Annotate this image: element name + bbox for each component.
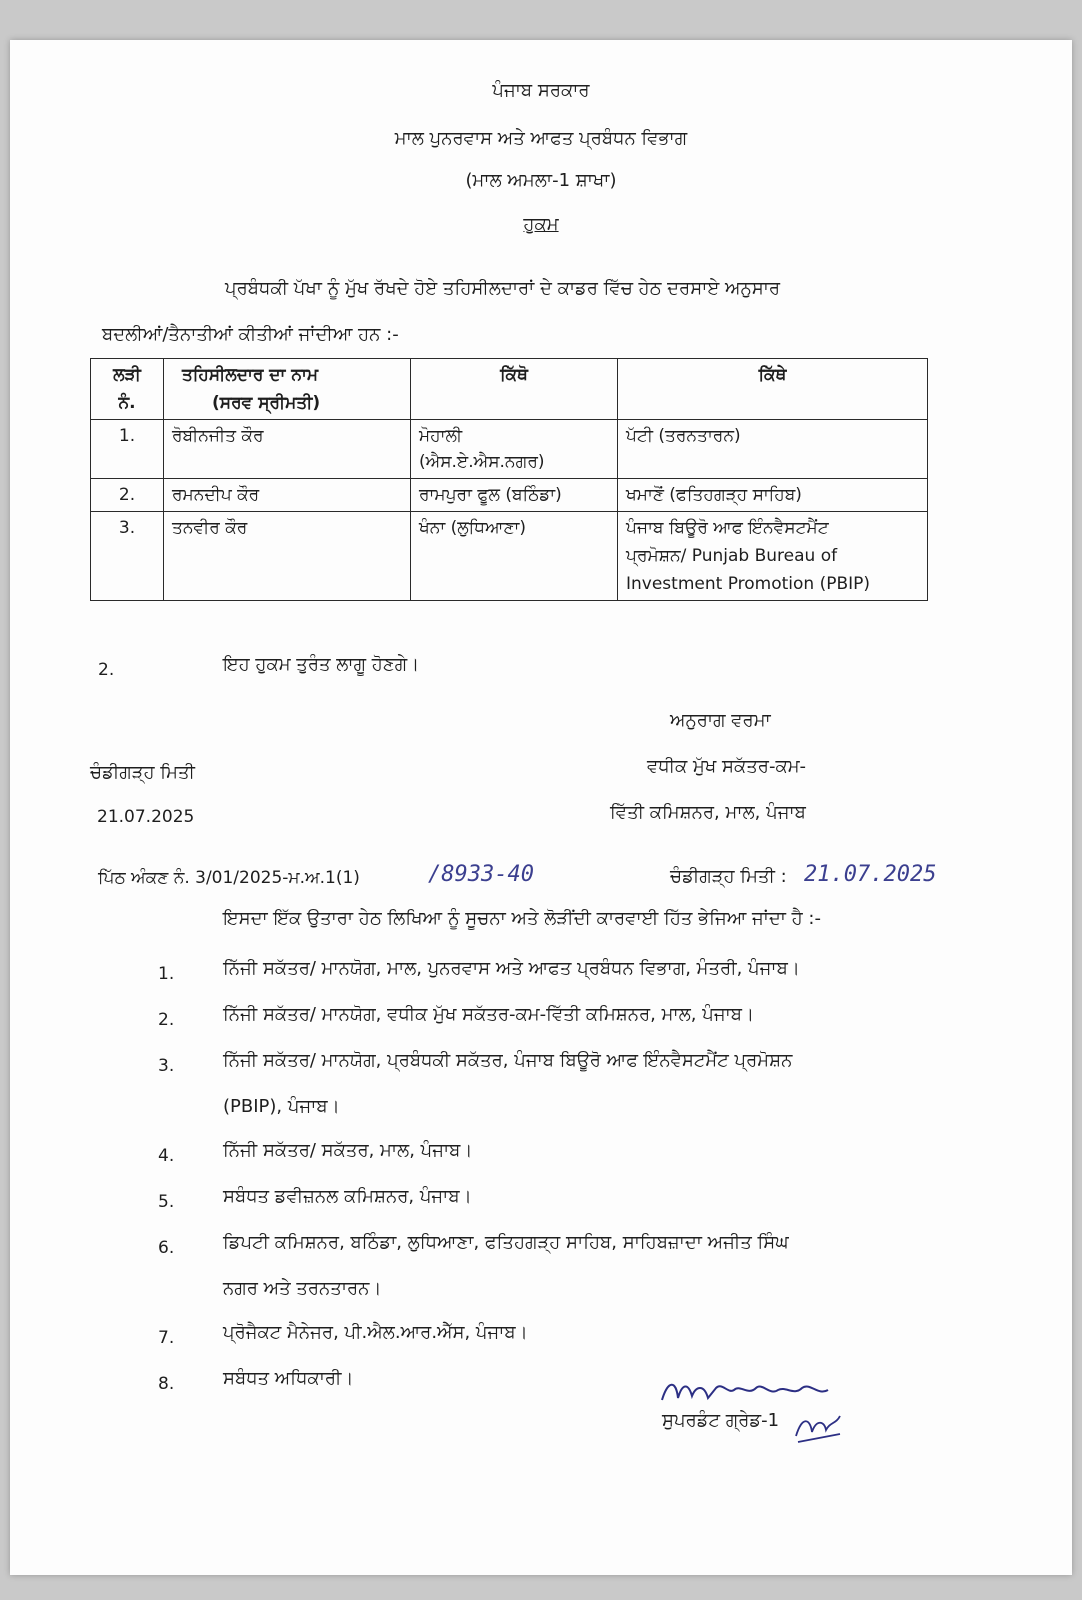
row-name: ਰੋਬੀਨਜੀਤ ਕੌਰ (164, 420, 411, 479)
col-header-name: ਤਹਿਸੀਲਦਾਰ ਦਾ ਨਾਮ (ਸਰਵ ਸ੍ਰੀਮਤੀ) (164, 359, 411, 420)
list-item-number: 7. (158, 1328, 175, 1348)
list-item-number: 4. (158, 1146, 175, 1166)
list-item: ਡਿਪਟੀ ਕਮਿਸ਼ਨਰ, ਬਠਿੰਡਾ, ਲੁਧਿਆਣਾ, ਫਤਿਹਗੜ੍ਹ ਸਾਹਿਬ, ਸਾਹਿਬਜ਼ਾਦਾ ਅਜੀਤ ਸਿੰਘ (223, 1232, 789, 1253)
signatory-name: ਅਨੁਰਾਗ ਵਰਮਾ (670, 710, 771, 731)
row-sno: 1. (91, 420, 164, 479)
para-2-text: ਇਹ ਹੁਕਮ ਤੁਰੰਤ ਲਾਗੂ ਹੋਣਗੇ। (223, 654, 420, 675)
order-title: ਹੁਕਮ (523, 214, 559, 235)
list-item: ਪ੍ਰੋਜੈਕਟ ਮੈਨੇਜਰ, ਪੀ.ਐਲ.ਆਰ.ਐੱਸ, ਪੰਜਾਬ। (223, 1322, 528, 1343)
endorsement-ref-handwritten: /8933-40 (428, 862, 534, 887)
transfer-table (90, 358, 928, 601)
row-sno: 3. (91, 512, 164, 601)
row-sno: 2. (91, 479, 164, 512)
list-item-continued: ਨਗਰ ਅਤੇ ਤਰਨਤਾਰਨ। (223, 1278, 382, 1299)
row-to: ਪੱਟੀ (ਤਰਨਤਾਰਨ) (618, 420, 928, 479)
superintendent-designation: ਸੁਪਰਡੰਟ ਗ੍ਰੇਡ-1 (662, 1410, 780, 1431)
row-to: ਖਮਾਣੋਂ (ਫਤਿਹਗੜ੍ਹ ਸਾਹਿਬ) (618, 479, 928, 512)
list-item-number: 2. (158, 1010, 175, 1030)
endorsement-date-handwritten: 21.07.2025 (804, 862, 937, 887)
list-item: ਨਿੱਜੀ ਸਕੱਤਰ/ ਮਾਨਯੋਗ, ਮਾਲ, ਪੁਨਰਵਾਸ ਅਤੇ ਆਫਤ ਪ੍ਰਬੰਧਨ ਵਿਭਾਗ, ਮੰਤਰੀ, ਪੰਜਾਬ। (223, 958, 800, 979)
row-from: ਰਾਮਪੁਰਾ ਫੂਲ (ਬਠਿੰਡਾ) (411, 479, 618, 512)
signatory-designation-2: ਵਿੱਤੀ ਕਮਿਸ਼ਨਰ, ਮਾਲ, ਪੰਜਾਬ (610, 802, 806, 823)
intro-line-1: ਪ੍ਰਬੰਧਕੀ ਪੱਖਾ ਨੂੰ ਮੁੱਖ ਰੱਖਦੇ ਹੋਏ ਤਹਿਸੀਲਦਾਰਾਂ ਦੇ ਕਾਡਰ ਵਿੱਚ ਹੇਠ ਦਰਸਾਏ ਅਨੁਸਾਰ (225, 278, 781, 299)
col-header-from: ਕਿੱਥੋ (411, 359, 618, 420)
signatory-designation-1: ਵਧੀਕ ਮੁੱਖ ਸਕੱਤਰ-ਕਮ- (647, 756, 807, 777)
row-name: ਤਨਵੀਰ ਕੌਰ (164, 512, 411, 601)
row-from: ਖੰਨਾ (ਲੁਧਿਆਣਾ) (411, 512, 618, 601)
table-row (91, 420, 928, 479)
endorsement-intro: ਇਸਦਾ ਇੱਕ ਉਤਾਰਾ ਹੇਠ ਲਿਖਿਆ ਨੂੰ ਸੂਚਨਾ ਅਤੇ ਲੋੜੀਂਦੀ ਕਾਰਵਾਈ ਹਿੱਤ ਭੇਜਿਆ ਜਾਂਦਾ ਹੈ :- (223, 908, 821, 929)
initials-signature (792, 1406, 844, 1446)
para-2-number: 2. (98, 660, 115, 680)
list-item-continued: (PBIP), ਪੰਜਾਬ। (223, 1096, 340, 1117)
list-item: ਸਬੰਧਤ ਡਵੀਜ਼ਨਲ ਕਮਿਸ਼ਨਰ, ਪੰਜਾਬ। (223, 1186, 472, 1207)
list-item: ਨਿੱਜੀ ਸਕੱਤਰ/ ਮਾਨਯੋਗ, ਪ੍ਰਬੰਧਕੀ ਸਕੱਤਰ, ਪੰਜਾਬ ਬਿਊਰੋ ਆਫ ਇੰਨਵੈਸਟਮੈਂਟ ਪ੍ਰਮੋਸ਼ਨ (223, 1050, 793, 1071)
list-item: ਨਿੱਜੀ ਸਕੱਤਰ/ ਮਾਨਯੋਗ, ਵਧੀਕ ਮੁੱਖ ਸਕੱਤਰ-ਕਮ-ਵਿੱਤੀ ਕਮਿਸ਼ਨਰ, ਮਾਲ, ਪੰਜਾਬ। (223, 1004, 755, 1025)
col-header-sno: ਲੜੀ ਨੰ. (91, 359, 164, 420)
table-row (91, 479, 928, 512)
document-page (10, 40, 1072, 1575)
row-from: ਮੋਹਾਲੀ (ਐਸ.ਏ.ਐਸ.ਨਗਰ) (411, 420, 618, 479)
row-name: ਰਮਨਦੀਪ ਕੌਰ (164, 479, 411, 512)
place-label: ਚੰਡੀਗੜ੍ਹ ਮਿਤੀ (90, 762, 195, 783)
col-header-to: ਕਿੱਥੇ (618, 359, 928, 420)
row-to: ਪੰਜਾਬ ਬਿਊਰੋ ਆਫ ਇੰਨਵੈਸਟਮੈਂਟ ਪ੍ਰਮੋਸ਼ਨ/ Punjab Bureau of Investment Promotion (PBIP) (618, 512, 928, 601)
endorsement-date-label: ਚੰਡੀਗੜ੍ਹ ਮਿਤੀ : (670, 866, 787, 887)
department-name: ਮਾਲ ਪੁਨਰਵਾਸ ਅਤੇ ਆਫਤ ਪ੍ਰਬੰਧਨ ਵਿਭਾਗ (394, 128, 688, 149)
list-item: ਸਬੰਧਤ ਅਧਿਕਾਰੀ। (223, 1368, 354, 1389)
branch-name: (ਮਾਲ ਅਮਲਾ-1 ਸ਼ਾਖਾ) (465, 170, 617, 191)
list-item-number: 5. (158, 1192, 175, 1212)
list-item-number: 8. (158, 1374, 175, 1394)
list-item-number: 3. (158, 1056, 175, 1076)
order-date: 21.07.2025 (97, 807, 195, 827)
govt-name: ਪੰਜਾਬ ਸਰਕਾਰ (492, 80, 590, 101)
list-item-number: 1. (158, 964, 175, 984)
list-item-number: 6. (158, 1238, 175, 1258)
list-item: ਨਿੱਜੀ ਸਕੱਤਰ/ ਸਕੱਤਰ, ਮਾਲ, ਪੰਜਾਬ। (223, 1140, 473, 1161)
table-header-row (91, 359, 928, 420)
table-row (91, 512, 928, 601)
endorsement-ref: ਪਿੱਠ ਅੰਕਣ ਨੰ. 3/01/2025-ਮ.ਅ.1(1) (98, 868, 360, 888)
intro-line-2: ਬਦਲੀਆਂ/ਤੈਨਾਤੀਆਂ ਕੀਤੀਆਂ ਜਾਂਦੀਆ ਹਨ :- (102, 324, 399, 345)
handwritten-signature (658, 1374, 848, 1410)
